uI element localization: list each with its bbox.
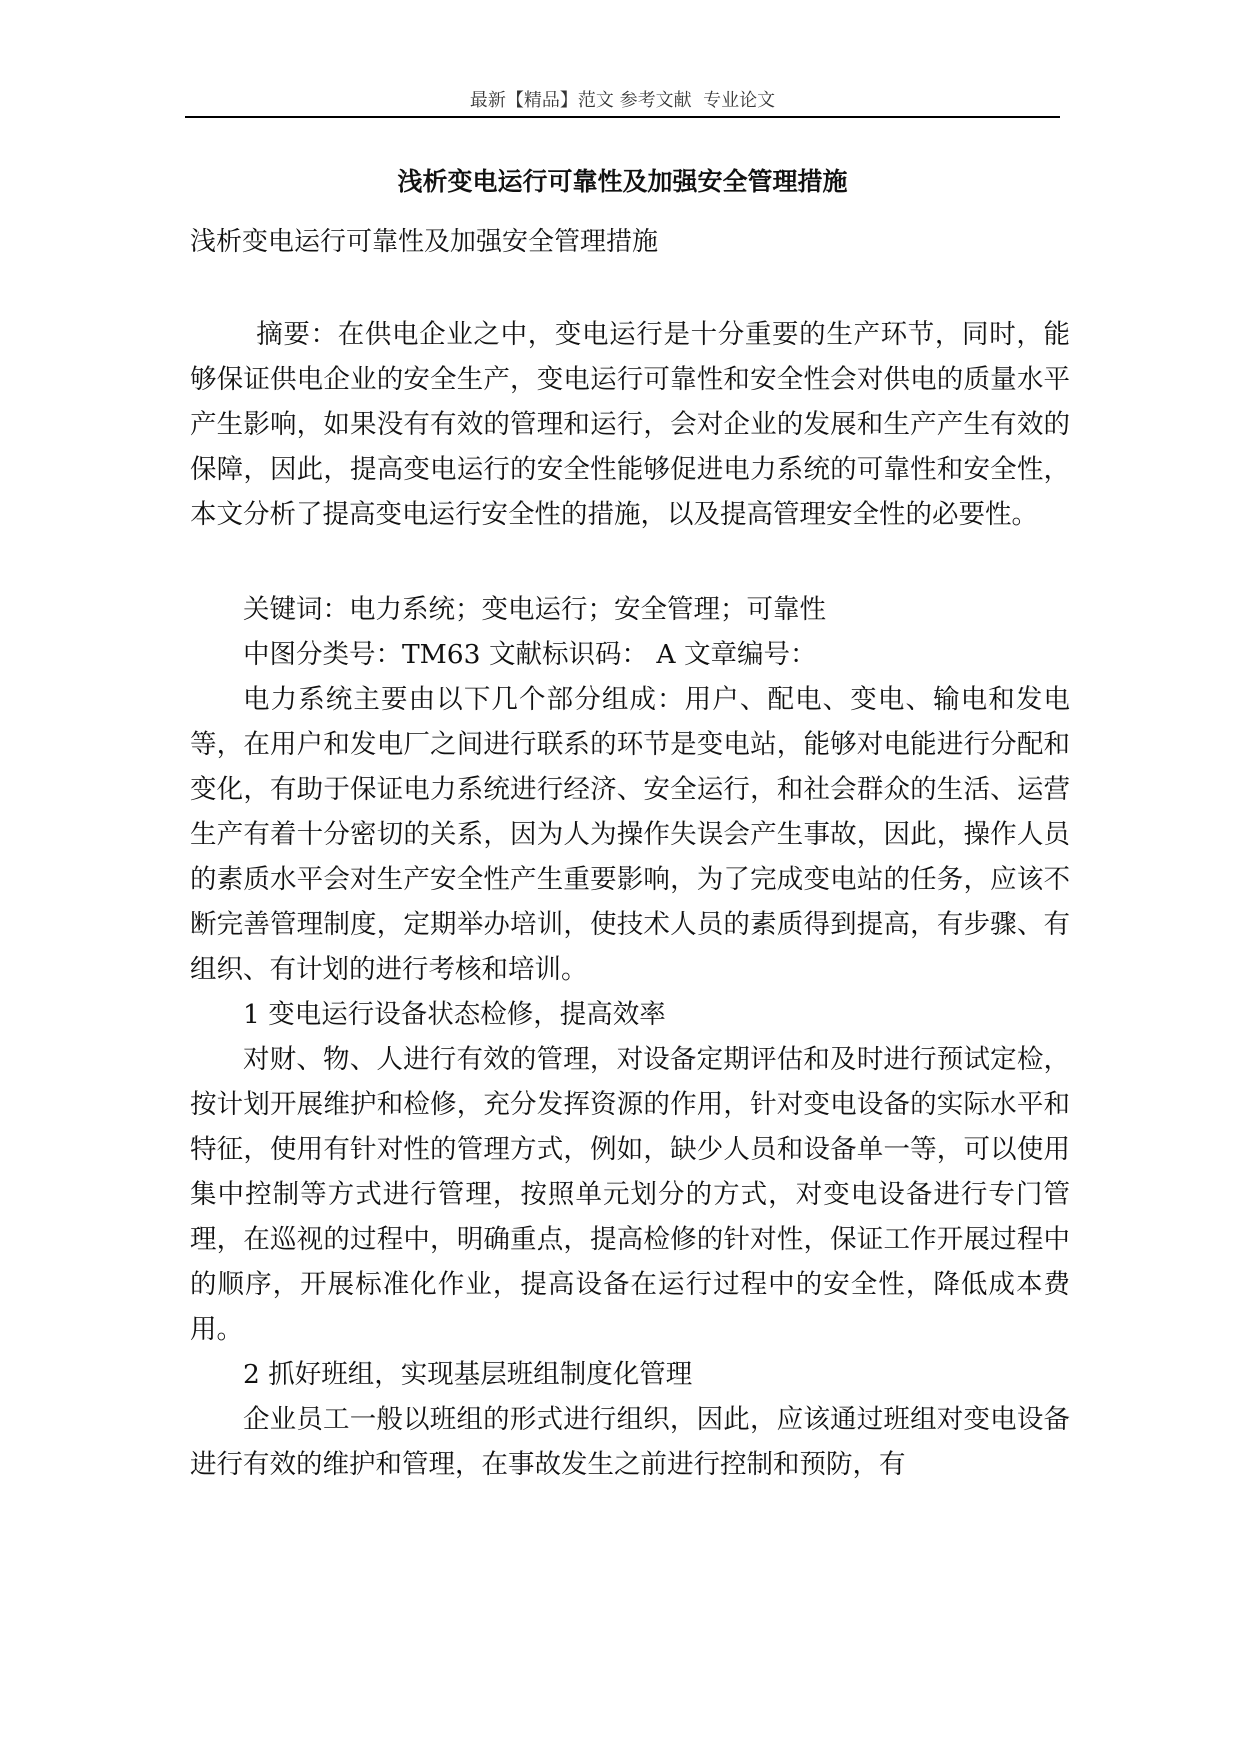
document-title: 浅析变电运行可靠性及加强安全管理措施 — [397, 167, 848, 196]
abstract-paragraph: 摘要：在供电企业之中，变电运行是十分重要的生产环节，同时，能够保证供电企业的安全生产，变电运行可靠性和安全性会对供电的质量水平产生影响，如果没有有效的管理和运行，会对企业的发展和生产产生有效的保障，因此，提高变电运行的安全性能够促进电力系统的可靠性和安全性，本文分析了提高变电运行安全性的措施，以及提高管理安全性的必要性。 — [190, 319, 1070, 530]
section-2-paragraph: 企业员工一般以班组的形式进行组织，因此，应该通过班组对变电设备进行有效的维护和管理，在事故发生之前进行控制和预防，有 — [190, 1404, 1070, 1480]
document-body — [190, 312, 1070, 1487]
classification-line: 中图分类号：TM63 文献标识码： A 文章编号： — [243, 639, 817, 670]
section-1-paragraph: 对财、物、人进行有效的管理，对设备定期评估和及时进行预试定检，按计划开展维护和检修，充分发挥资源的作用，针对变电设备的实际水平和特征，使用有针对性的管理方式，例如，缺少人员和设备单一等，可以使用集中控制等方式进行管理，按照单元划分的方式，对变电设备进行专门管理，在巡视的过程中，明确重点，提高检修的针对性，保证工作开展过程中的顺序，开展标准化作业，提高设备在运行过程中的安全性，降低成本费用。 — [190, 1044, 1070, 1345]
header-divider — [185, 116, 1060, 118]
page-header: 最新【精品】范文 参考文献 专业论文 — [469, 90, 776, 111]
section-2-heading: 2 抓好班组，实现基层班组制度化管理 — [243, 1359, 693, 1390]
intro-paragraph: 电力系统主要由以下几个部分组成：用户、配电、变电、输电和发电等，在用户和发电厂之间进行联系的环节是变电站，能够对电能进行分配和变化，有助于保证电力系统进行经济、安全运行，和社会群众的生活、运营生产有着十分密切的关系，因为人为操作失误会产生事故，因此，操作人员的素质水平会对生产安全性产生重要影响，为了完成变电站的任务，应该不断完善管理制度，定期举办培训，使技术人员的素质得到提高，有步骤、有组织、有计划的进行考核和培训。 — [190, 684, 1070, 985]
section-1-heading: 1 变电运行设备状态检修，提高效率 — [243, 999, 666, 1030]
document-subtitle: 浅析变电运行可靠性及加强安全管理措施 — [190, 227, 659, 257]
keywords-line: 关键词：电力系统；变电运行；安全管理；可靠性 — [243, 594, 826, 625]
